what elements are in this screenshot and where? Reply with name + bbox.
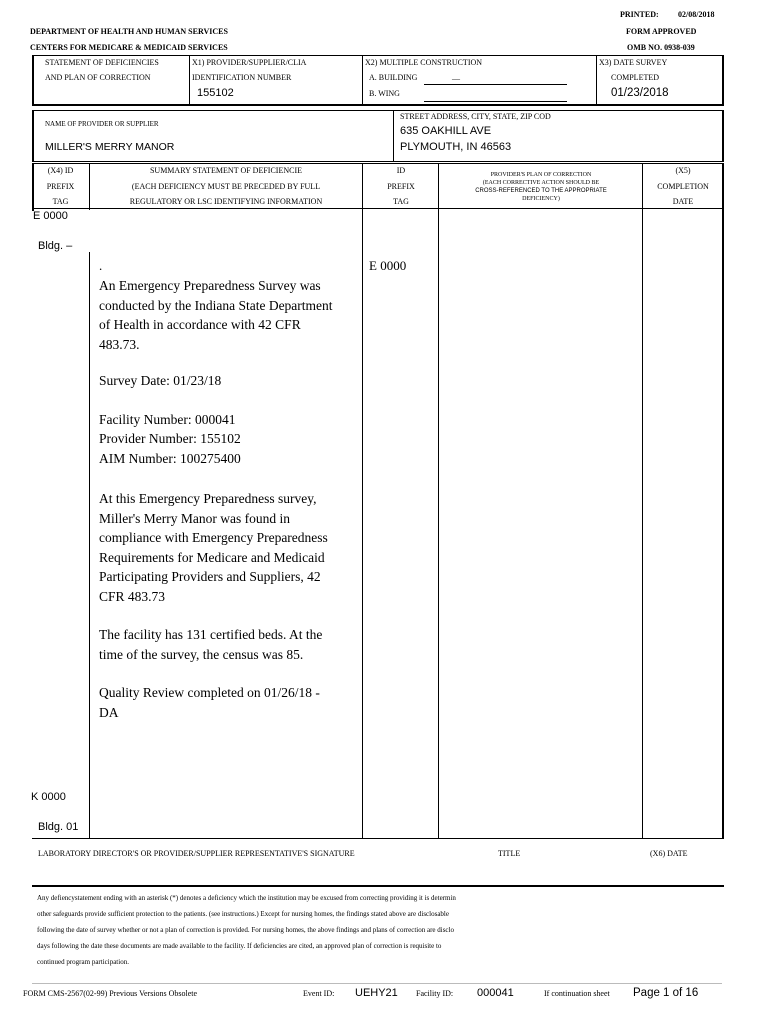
x1-label-2: IDENTIFICATION NUMBER: [192, 73, 292, 82]
disclaimer-line-3: following the date of survey whether or not a plan of correction is provided. For nursing homes, the above findings and plans of correction are disclo: [37, 926, 454, 934]
omb-number: OMB NO. 0938-039: [627, 43, 695, 52]
summary-header-1: SUMMARY STATEMENT OF DEFICIENCIE: [149, 166, 303, 175]
bldg-k: Bldg. 01: [38, 821, 79, 833]
summary-header-3: REGULATORY OR LSC IDENTIFYING INFORMATION: [129, 197, 323, 206]
paragraph-quality-review: Quality Review completed on 01/26/18 - DA: [99, 685, 320, 720]
tag-e0000: E 0000: [33, 210, 68, 222]
id-header-1: ID: [396, 166, 406, 175]
department-title: DEPARTMENT OF HEALTH AND HUMAN SERVICES: [30, 27, 228, 36]
address-label: STREET ADDRESS, CITY, STATE, ZIP COD: [400, 112, 551, 121]
continuation-label: If continuation sheet: [544, 989, 610, 998]
address-line-2: PLYMOUTH, IN 46563: [400, 141, 512, 153]
disclaimer-line-1: Any defiencystatement ending with an asterisk (*) denotes a deficiency which the institution may be excused from correcting providing it is determin: [37, 894, 456, 902]
plan-header-2: (EACH CORRECTIVE ACTION SHOULD BE: [482, 180, 600, 186]
paragraph-census: The facility has 131 certified beds. At the time of the survey, the census was 85.: [99, 627, 323, 662]
tag-k0000: K 0000: [31, 791, 66, 803]
x5-header-2: COMPLETION: [657, 182, 709, 191]
disclaimer-line-5: continued program participation.: [37, 958, 129, 966]
form-approved: FORM APPROVED: [626, 27, 697, 36]
x4-header-1: (X4) ID: [47, 166, 74, 175]
wing-label: B. WING: [369, 89, 400, 98]
survey-date: Survey Date: 01/23/18: [99, 373, 222, 388]
page-number: Page 1 of 16: [633, 987, 699, 999]
x6-date-label: (X6) DATE: [650, 849, 688, 858]
provider-name: MILLER'S MERRY MANOR: [45, 141, 175, 153]
event-id-label: Event ID:: [303, 989, 335, 998]
paragraph-intro: An Emergency Preparedness Survey was conducted by the Indiana State Department of Health in accordance with 42 CFR 483.73.: [99, 278, 333, 352]
plan-header-1: PROVIDER'S PLAN OF CORRECTION: [490, 172, 592, 178]
x3-label-1: X3) DATE SURVEY: [599, 58, 668, 67]
x3-label-2: COMPLETED: [611, 73, 659, 82]
statement-label-2: AND PLAN OF CORRECTION: [45, 73, 151, 82]
aim-number: AIM Number: 100275400: [99, 451, 241, 466]
statement-label-1: STATEMENT OF DEFICIENCIES: [45, 58, 159, 67]
x1-label-1: X1) PROVIDER/SUPPLIER/CLIA: [192, 58, 307, 67]
address-line-1: 635 OAKHILL AVE: [400, 125, 492, 137]
facility-number: Facility Number: 000041: [99, 412, 236, 427]
printed-date: 02/08/2018: [678, 10, 715, 19]
bldg-e: Bldg. –: [38, 240, 73, 252]
provider-id-value: 155102: [197, 87, 234, 99]
building-label: A. BUILDING: [369, 73, 418, 82]
event-id-value: UEHY21: [355, 987, 398, 999]
provider-number: Provider Number: 155102: [99, 431, 241, 446]
id-tag-e0000: E 0000: [369, 258, 407, 273]
provider-name-label: NAME OF PROVIDER OR SUPPLIER: [45, 120, 159, 128]
survey-completed-date: 01/23/2018: [611, 87, 669, 99]
form-number: FORM CMS-2567(02-99) Previous Versions Obsolete: [23, 989, 198, 998]
disclaimer-line-2: other safeguards provide sufficient protection to the patients. (see instructions.) Except for nursing homes, the findings stated above are disclosable: [37, 910, 449, 918]
building-value: __: [452, 72, 460, 81]
disclaimer-line-4: days following the date these documents are made available to the facility. If deficiencies are cited, an approved plan of correction is requisite to: [37, 942, 442, 950]
cms-title: CENTERS FOR MEDICARE & MEDICAID SERVICES: [30, 43, 228, 52]
printed-label: PRINTED:: [620, 10, 659, 19]
x4-header-3: TAG: [52, 197, 69, 206]
x5-header-3: DATE: [672, 197, 694, 206]
plan-header-4: DEFICIENCY): [522, 196, 560, 202]
signature-label: LABORATORY DIRECTOR'S OR PROVIDER/SUPPLIER REPRESENTATIVE'S SIGNATURE: [38, 849, 355, 858]
facility-id-label: Facility ID:: [416, 989, 454, 998]
x4-header-2: PREFIX: [46, 182, 75, 191]
dot-marker: .: [99, 258, 103, 273]
plan-header-3: CROSS-REFERENCED TO THE APPROPRIATE: [475, 188, 607, 194]
id-header-3: TAG: [393, 197, 409, 206]
summary-header-2: (EACH DEFICIENCY MUST BE PRECEDED BY FULL: [131, 182, 321, 191]
facility-id-value: 000041: [477, 987, 514, 999]
title-label: TITLE: [498, 849, 521, 858]
x5-header-1: (X5): [675, 166, 691, 175]
x2-label: X2) MULTIPLE CONSTRUCTION: [365, 58, 483, 67]
id-header-2: PREFIX: [387, 182, 415, 191]
paragraph-compliance: At this Emergency Preparedness survey, Miller's Merry Manor was found in compliance with Emergency Preparedness Requirements for Medicare and Medicaid Participating Providers and Suppliers, 42 CFR 483.73: [99, 491, 328, 604]
